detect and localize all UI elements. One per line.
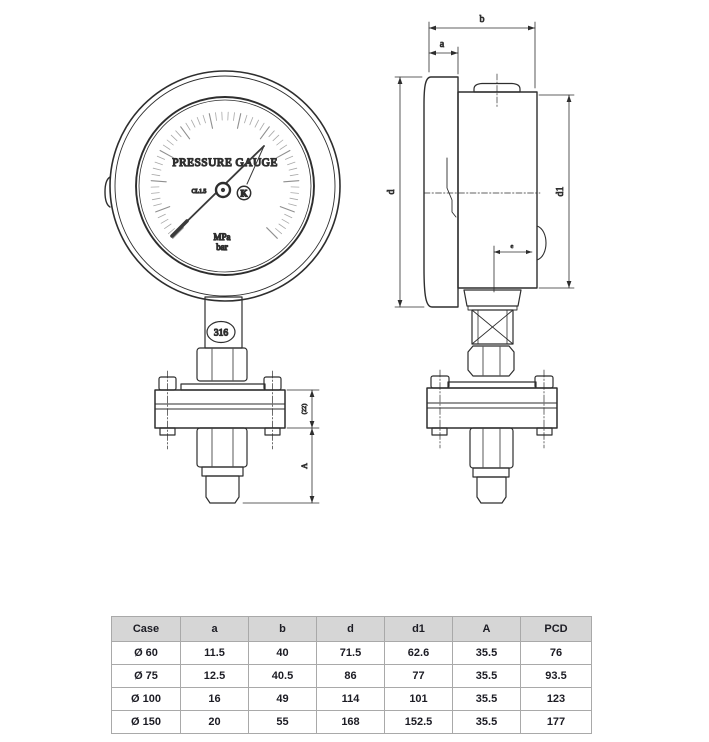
bezel-lug xyxy=(105,177,110,207)
case-cell: Ø 60 xyxy=(112,642,181,665)
dim-d1-label: d1 xyxy=(555,186,566,197)
table-header-row xyxy=(112,617,592,642)
value-cell: 77 xyxy=(385,665,453,688)
hex-nut-lower xyxy=(197,428,247,467)
value-cell: 114 xyxy=(317,688,385,711)
threaded-stem xyxy=(206,476,239,503)
value-cell: 177 xyxy=(521,711,592,734)
case-cell: Ø 75 xyxy=(112,665,181,688)
header-b: b xyxy=(249,617,317,642)
socket xyxy=(464,290,521,306)
front-view xyxy=(105,71,340,503)
unit-primary-label: MPa xyxy=(213,232,231,242)
header-case: Case xyxy=(112,617,181,642)
value-cell: 168 xyxy=(317,711,385,734)
bracket-profile xyxy=(447,158,456,217)
accuracy-class-label: CL1.5 xyxy=(191,189,207,195)
side-hex-lower xyxy=(470,428,513,468)
value-cell: 86 xyxy=(317,665,385,688)
dim-d xyxy=(386,77,424,307)
header-d1: d1 xyxy=(385,617,453,642)
value-cell: 40.5 xyxy=(249,665,317,688)
value-cell: 35.5 xyxy=(453,642,521,665)
value-cell: 11.5 xyxy=(181,642,249,665)
header-a: a xyxy=(181,617,249,642)
side-nub-right xyxy=(537,428,552,435)
flange-thickness-label: (22) xyxy=(301,403,308,415)
dim-e-label: e xyxy=(510,243,514,250)
side-hex-upper xyxy=(468,346,514,376)
dim-b-label: b xyxy=(479,14,485,25)
unit-secondary-label: bar xyxy=(216,242,228,252)
value-cell: 20 xyxy=(181,711,249,734)
gasket-plate xyxy=(181,384,265,390)
dim-a xyxy=(429,39,458,74)
dim-d1 xyxy=(539,95,574,288)
value-cell: 76 xyxy=(521,642,592,665)
table-row xyxy=(112,665,592,688)
dim-d-label: d xyxy=(386,189,397,195)
value-cell: 35.5 xyxy=(453,688,521,711)
table-row xyxy=(112,642,592,665)
value-cell: 55 xyxy=(249,711,317,734)
header-d: d xyxy=(317,617,385,642)
side-gasket-plate xyxy=(448,382,536,388)
side-nub-left xyxy=(432,428,447,435)
value-cell: 35.5 xyxy=(453,711,521,734)
blowout-vent xyxy=(537,226,546,260)
case-body xyxy=(458,92,537,288)
bezel-profile xyxy=(424,77,458,307)
value-cell: 101 xyxy=(385,688,453,711)
value-cell: 93.5 xyxy=(521,665,592,688)
dim-e xyxy=(494,243,532,292)
dial-title: PRESSURE GAUGE xyxy=(172,157,278,169)
table-row xyxy=(112,711,592,734)
value-cell: 49 xyxy=(249,688,317,711)
dial-scale-ticks xyxy=(151,112,299,238)
value-cell: 71.5 xyxy=(317,642,385,665)
value-cell: 12.5 xyxy=(181,665,249,688)
stem-collar xyxy=(202,467,243,476)
table-row xyxy=(112,688,592,711)
value-cell: 152.5 xyxy=(385,711,453,734)
front-dimensions xyxy=(243,390,319,503)
value-cell: 40 xyxy=(249,642,317,665)
value-cell: 35.5 xyxy=(453,665,521,688)
side-threaded-stem xyxy=(477,477,506,503)
header-A: A xyxy=(453,617,521,642)
lower-height-label: A xyxy=(300,463,309,469)
cross-block xyxy=(472,310,513,344)
side-view xyxy=(386,14,574,503)
value-cell: 16 xyxy=(181,688,249,711)
case-cell: Ø 150 xyxy=(112,711,181,734)
side-stem-collar xyxy=(473,468,509,477)
dimension-table xyxy=(111,616,592,734)
case-cell: Ø 100 xyxy=(112,688,181,711)
value-cell: 62.6 xyxy=(385,642,453,665)
dim-a-label: a xyxy=(439,39,445,50)
header-pcd: PCD xyxy=(521,617,592,642)
material-label: 316 xyxy=(213,328,229,339)
ks-mark-letter: K xyxy=(240,188,248,199)
hex-nut-upper xyxy=(197,348,247,381)
value-cell: 123 xyxy=(521,688,592,711)
needle-hub-pin xyxy=(221,188,225,192)
